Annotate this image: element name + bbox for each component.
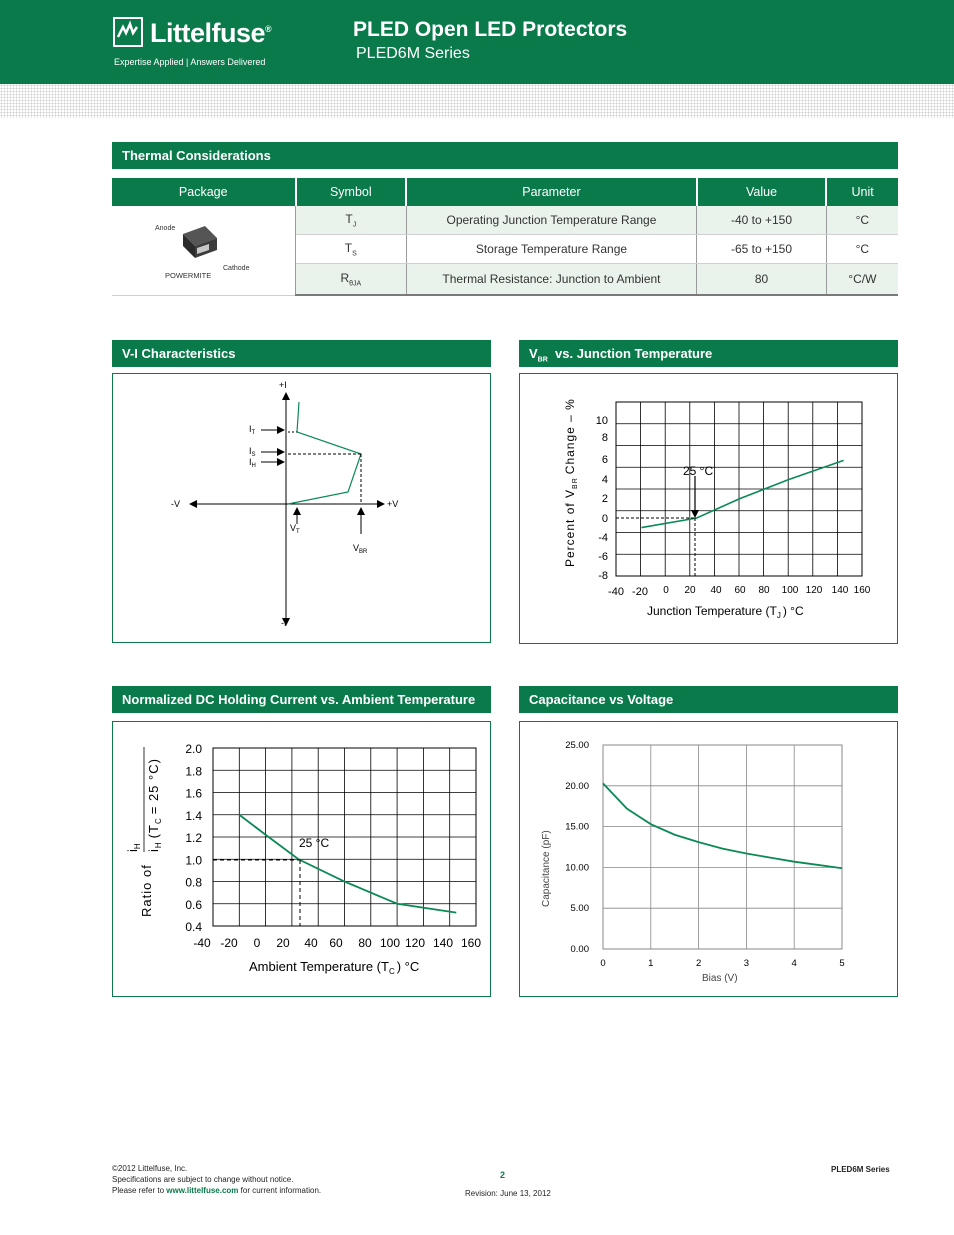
cap-y-tick: 5.00 [570, 903, 589, 915]
table-row [112, 206, 898, 235]
holding-x-tick: 0 [253, 936, 261, 950]
notice: Specifications are subject to change without notice. [112, 1175, 294, 1184]
symbol-cell: $R_{\theta JA}$ [296, 264, 407, 296]
vbr-y-tick: -4 [598, 532, 608, 544]
holding-x-tick: 60 [329, 936, 343, 950]
vbr-x-tick: 100 [781, 585, 799, 596]
col-package: Package [112, 178, 296, 206]
holding-y-tick: 2.0 [185, 742, 202, 756]
holding-x-tick: 80 [358, 936, 372, 950]
col-unit: Unit [826, 178, 898, 206]
holding-y-tick: 0.4 [185, 920, 202, 934]
vbr-x-tick: 120 [805, 585, 823, 596]
vbr-y-tick: 4 [601, 474, 608, 486]
vi-plus-i: +I [279, 380, 287, 390]
cap-y-tick: 20.00 [565, 780, 589, 792]
holding-x-tick: 40 [304, 936, 318, 950]
vbr-annotation: 25 °C [683, 464, 714, 478]
vbr-x-label: Junction Temperature ($T_J$ ) °C [647, 604, 804, 620]
footer-series: PLED6M Series [831, 1165, 890, 1174]
vi-minus-v: -V [171, 499, 180, 509]
vi-plus-v: +V [387, 499, 399, 509]
vi-chart-box [112, 373, 491, 643]
holding-x-tick: 120 [404, 936, 426, 950]
vbr-x-tick: 140 [831, 585, 849, 596]
svg-text:iH(TC= 25 °C): $i_H(T_C= 25$ °C) [146, 758, 163, 852]
col-value: Value [697, 178, 826, 206]
page-header [0, 0, 954, 84]
parameter-cell: Operating Junction Temperature Range [406, 206, 697, 235]
holding-section-title: Normalized DC Holding Current vs. Ambient Temperature [112, 686, 491, 713]
cap-y-tick: 10.00 [565, 862, 589, 874]
thermal-table-header [112, 178, 898, 206]
holding-x-tick: 100 [379, 936, 401, 950]
vbr-y-tick: 0 [601, 513, 608, 525]
vbr-chart-box [519, 373, 898, 644]
vbr-chart [520, 374, 897, 643]
cap-series-line [603, 783, 842, 868]
value-cell: 80 [697, 264, 826, 296]
copyright: ©2012 Littelfuse, Inc. [112, 1164, 188, 1173]
vbr-x-tick: 20 [684, 585, 696, 596]
dot-pattern-band [0, 84, 954, 118]
holding-x-tick: -20 [220, 936, 238, 950]
parameter-cell: Thermal Resistance: Junction to Ambient [406, 264, 697, 296]
vbr-y-tick: -6 [598, 551, 608, 563]
vi-section-title: V-I Characteristics [112, 340, 491, 367]
holding-y-tick: 1.2 [185, 831, 202, 845]
holding-y-tick: 0.8 [185, 875, 202, 890]
brand-name: Littelfuse® [150, 18, 272, 48]
page-number: 2 [500, 1170, 506, 1180]
tagline: Expertise Applied | Answers Delivered [114, 57, 266, 67]
cap-y-tick: 25.00 [565, 740, 589, 751]
vi-chart [113, 374, 490, 642]
revision: Revision: June 13, 2012 [465, 1189, 551, 1198]
page-title: PLED Open LED Protectors [353, 18, 628, 41]
holding-annotation: 25 °C [299, 836, 330, 850]
holding-chart-box [112, 721, 491, 997]
unit-cell: °C [826, 206, 898, 235]
parameter-cell: Storage Temperature Range [406, 235, 697, 264]
vbr-y-tick: 8 [601, 432, 608, 444]
value-cell: -40 to +150 [697, 206, 826, 235]
holding-y-tick: 0.6 [185, 897, 202, 912]
page-subtitle: PLED6M Series [356, 45, 470, 62]
vi-vt-label: $V_T$ [290, 523, 300, 535]
vbr-x-tick: 80 [758, 585, 770, 596]
vbr-x-tick: 160 [853, 585, 871, 596]
vbr-y-tick: 6 [601, 454, 608, 466]
cap-y-label: Capacitance (pF) [541, 830, 552, 907]
vi-minus-i: -I [281, 618, 287, 628]
refer-line: Please refer to www.littelfuse.com for current information. [112, 1186, 322, 1195]
vi-is-label: $I_S$ [249, 446, 256, 458]
vbr-x-tick: 0 [663, 585, 669, 596]
cap-x-label: Bias (V) [702, 973, 738, 984]
vi-ih-label: $I_H$ [249, 457, 256, 469]
vbr-section-title: $V_{BR}$ vs. Junction Temperature [519, 340, 898, 367]
cap-section-title: Capacitance vs Voltage [519, 686, 898, 713]
website-link[interactable]: www.littelfuse.com [166, 1186, 239, 1195]
package-cell [112, 206, 296, 295]
holding-x-label: Ambient Temperature ($T_C$ ) °C [249, 959, 420, 976]
vbr-x-tick: -40 [608, 586, 624, 598]
cap-chart [520, 722, 897, 996]
powermite-package-icon [113, 208, 294, 290]
cathode-label: Cathode [223, 264, 250, 272]
vbr-y-tick: 10 [595, 415, 608, 427]
cap-x-tick: 1 [648, 958, 654, 969]
col-symbol: Symbol [296, 178, 407, 206]
holding-y-tick: 1.4 [185, 808, 202, 823]
holding-y-label [125, 747, 163, 917]
holding-y-tick: 1.0 [185, 853, 202, 868]
holding-x-tick: 160 [460, 936, 482, 950]
holding-x-tick: 140 [432, 936, 454, 950]
vi-vbr-label: $V_{BR}$ [353, 543, 368, 555]
vi-it-label: $I_T$ [249, 424, 256, 436]
holding-x-tick: -40 [193, 936, 211, 950]
thermal-table [112, 178, 898, 296]
unit-cell: °C [826, 235, 898, 264]
cap-y-tick: 0.00 [570, 944, 589, 955]
vbr-y-label: Percent of $V_{BR}Change$ – % [563, 398, 579, 567]
vbr-y-tick: 2 [601, 493, 608, 505]
svg-text:iH: $i_H$ [125, 843, 142, 852]
value-cell: -65 to +150 [697, 235, 826, 264]
vi-curve [288, 402, 361, 504]
cap-x-tick: 0 [600, 958, 606, 969]
cap-x-tick: 3 [743, 958, 750, 969]
cap-x-tick: 2 [695, 958, 702, 969]
vbr-x-tick: -20 [632, 586, 648, 598]
col-parameter: Parameter [406, 178, 697, 206]
footer-left [112, 1163, 321, 1196]
cap-x-tick: 5 [839, 958, 845, 969]
svg-text:Ratio of: Ratio of [139, 864, 154, 917]
holding-x-tick: 20 [276, 936, 290, 950]
vbr-x-tick: 40 [710, 585, 722, 596]
unit-cell: °C/W [826, 264, 898, 296]
cap-chart-box [519, 721, 898, 997]
anode-label: Anode [155, 224, 176, 232]
vbr-y-tick: -8 [598, 570, 608, 582]
holding-y-tick: 1.6 [185, 786, 202, 801]
holding-chart [113, 722, 490, 996]
thermal-section-title: Thermal Considerations [112, 142, 898, 169]
symbol-cell: $T_J$ [296, 206, 407, 235]
package-name: POWERMITE [165, 270, 212, 280]
holding-y-tick: 1.8 [185, 764, 202, 779]
symbol-cell: $T_S$ [296, 235, 407, 264]
cap-y-tick: 15.00 [565, 821, 589, 833]
vbr-x-tick: 60 [734, 585, 746, 596]
littelfuse-logo-icon [113, 17, 143, 47]
cap-x-tick: 4 [791, 958, 797, 969]
